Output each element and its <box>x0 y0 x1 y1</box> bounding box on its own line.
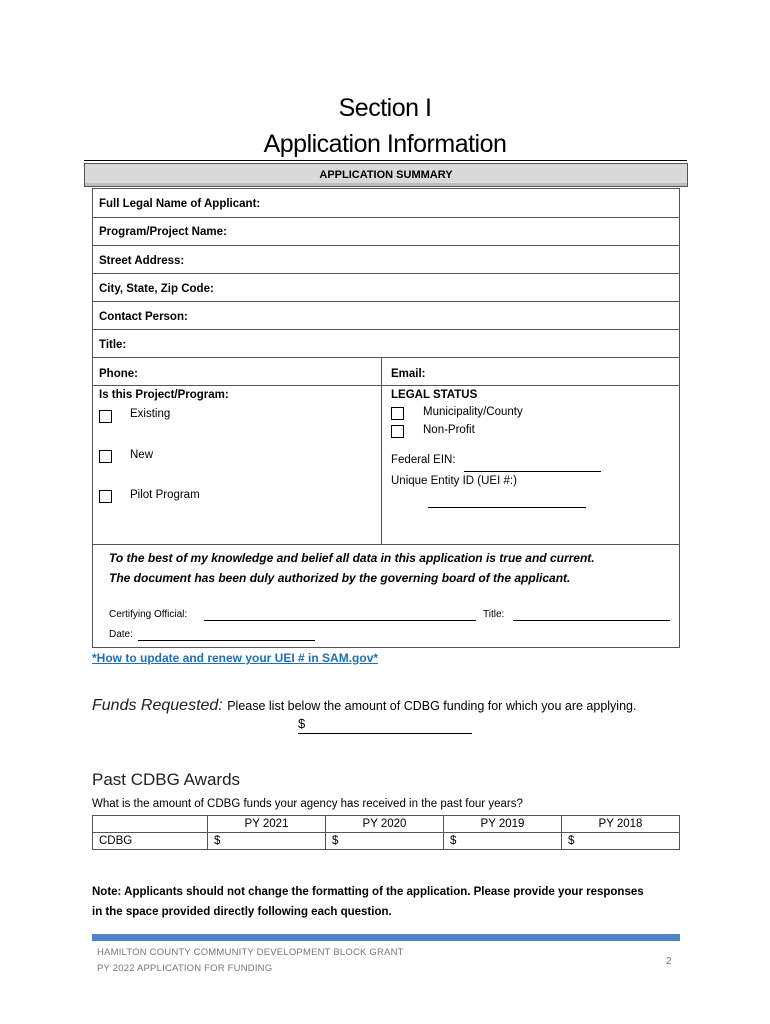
row-divider <box>93 301 679 302</box>
funds-requested-line <box>92 697 636 715</box>
title-field[interactable] <box>99 339 126 351</box>
row-divider <box>93 329 679 330</box>
non-profit-label: Non-Profit <box>423 424 475 436</box>
legal-status-label: LEGAL STATUS <box>391 389 478 401</box>
existing-checkbox[interactable] <box>99 410 112 423</box>
city-state-zip-field[interactable] <box>99 283 214 295</box>
funds-requested-heading: Funds Requested: <box>92 697 223 714</box>
certification-statement-2: The document has been duly authorized by the governing board of the applicant. <box>109 571 571 585</box>
municipality-county-checkbox[interactable] <box>391 407 404 420</box>
past-awards-question: What is the amount of CDBG funds your agency has received in the past four years? <box>92 798 523 810</box>
row-divider <box>93 273 679 274</box>
contact-person-field[interactable] <box>99 311 188 323</box>
phone-label: Phone: <box>99 368 138 380</box>
title-divider <box>84 160 687 161</box>
cert-title-label: Title: <box>483 609 505 620</box>
table-row <box>93 833 680 850</box>
table-header-cell <box>93 816 208 833</box>
certifying-official-label: Certifying Official: <box>109 609 188 620</box>
non-profit-checkbox[interactable] <box>391 425 404 438</box>
email-field[interactable] <box>391 368 426 380</box>
uei-input[interactable] <box>428 507 586 508</box>
street-address-label: Street Address: <box>99 255 185 267</box>
uei-renew-link[interactable]: *How to update and renew your UEI # in SAM.gov* <box>92 651 379 665</box>
project-name-label: Program/Project Name: <box>99 226 227 238</box>
date-label: Date: <box>109 629 133 640</box>
table-header-cell: PY 2019 <box>444 816 562 833</box>
new-label: New <box>130 449 154 461</box>
row-divider <box>93 357 679 358</box>
pilot-program-checkbox[interactable] <box>99 490 112 503</box>
funds-requested-text: Please list below the amount of CDBG funding for which you are applying. <box>227 699 637 713</box>
py2018-amount-cell[interactable]: $ <box>562 833 680 850</box>
page-number: 2 <box>666 956 672 967</box>
table-header-cell: PY 2021 <box>208 816 326 833</box>
existing-label: Existing <box>130 408 171 420</box>
pilot-program-label: Pilot Program <box>130 489 200 501</box>
py2019-amount-cell[interactable]: $ <box>444 833 562 850</box>
project-name-field[interactable] <box>99 226 227 238</box>
street-address-field[interactable] <box>99 255 184 267</box>
page-title: Application Information <box>263 130 507 158</box>
phone-field[interactable] <box>99 368 138 380</box>
cert-title-input[interactable] <box>513 620 670 621</box>
new-checkbox[interactable] <box>99 450 112 463</box>
table-row-label: CDBG <box>93 833 208 850</box>
note-line-2: in the space provided directly following each question. <box>92 906 392 918</box>
uei-label: Unique Entity ID (UEI #:) <box>391 475 517 487</box>
federal-ein-input[interactable] <box>464 471 601 472</box>
footer-bar <box>92 934 680 941</box>
application-summary-bar: APPLICATION SUMMARY <box>84 163 688 187</box>
column-divider <box>381 357 382 544</box>
certification-statement-1: To the best of my knowledge and belief all data in this application is true and current. <box>109 551 595 565</box>
applicant-name-label: Full Legal Name of Applicant: <box>99 198 261 210</box>
funds-amount-input[interactable] <box>298 733 472 734</box>
note-line-1: Note: Applicants should not change the formatting of the application. Please provide your responses <box>92 886 644 898</box>
past-awards-table <box>92 815 680 850</box>
row-divider <box>93 245 679 246</box>
section-title: Section I <box>338 94 432 122</box>
applicant-name-field[interactable] <box>99 198 260 210</box>
table-header-row <box>93 816 680 833</box>
table-header-cell: PY 2020 <box>326 816 444 833</box>
title-label: Title: <box>99 339 127 351</box>
certifying-official-input[interactable] <box>204 620 476 621</box>
date-input[interactable] <box>138 640 315 641</box>
federal-ein-label: Federal EIN: <box>391 454 456 466</box>
row-divider <box>93 217 679 218</box>
municipality-county-label: Municipality/County <box>423 406 523 418</box>
table-header-cell: PY 2018 <box>562 816 680 833</box>
funds-dollar-sign: $ <box>298 716 306 731</box>
footer-line-1: HAMILTON COUNTY COMMUNITY DEVELOPMENT BLOCK GRANT <box>97 947 404 958</box>
py2021-amount-cell[interactable]: $ <box>208 833 326 850</box>
application-summary-form <box>92 188 680 648</box>
row-divider <box>93 544 679 545</box>
py2020-amount-cell[interactable]: $ <box>326 833 444 850</box>
project-type-label: Is this Project/Program: <box>99 389 229 401</box>
footer-line-2: PY 2022 APPLICATION FOR FUNDING <box>97 963 273 974</box>
past-awards-heading: Past CDBG Awards <box>92 770 241 789</box>
city-state-zip-label: City, State, Zip Code: <box>99 283 214 295</box>
contact-person-label: Contact Person: <box>99 311 188 323</box>
email-label: Email: <box>391 368 426 380</box>
row-divider <box>93 385 679 386</box>
